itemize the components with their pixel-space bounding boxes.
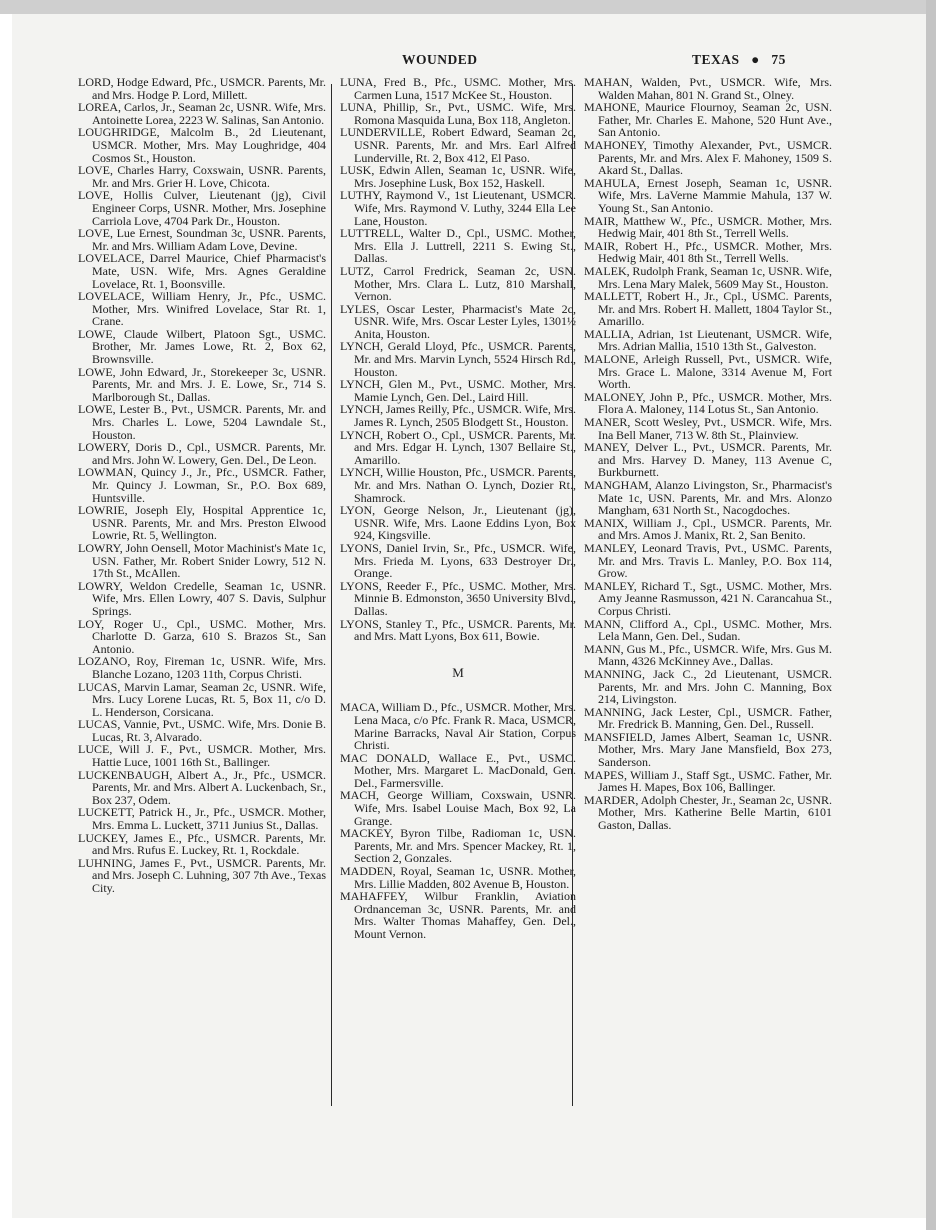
casualty-entry: MANEY, Delver L., Pvt., USMCR. Parents, Mr. and Mrs. Harvey D. Maney, 113 Avenue C, Burkburnett. [584,440,832,480]
casualty-entry: LYONS, Daniel Irvin, Sr., Pfc., USMCR. Wife, Mrs. Frieda M. Lyons, 633 Destroyer Dr., Orange. [340,540,576,581]
casualty-entry: LOVE, Lue Ernest, Soundman 3c, USNR. Parents, Mr. and Mrs. William Adam Love, Devine. [78,226,326,253]
casualty-entry: MAHONEY, Timothy Alexander, Pvt., USMCR. Parents, Mr. and Mrs. Alex F. Mahoney, 1509 S. Akard St., Dallas. [584,137,832,178]
casualty-entry: MANLEY, Leonard Travis, Pvt., USMC. Parents, Mr. and Mrs. Travis L. Manley, P.O. Box 114, Grow. [584,540,832,581]
casualty-entry: LUHNING, James F., Pvt., USMCR. Parents, Mr. and Mrs. Joseph C. Luhning, 307 7th Ave., Texas City. [78,855,326,895]
scan-border-top [0,0,936,14]
casualty-entry: LUSK, Edwin Allen, Seaman 1c, USNR. Wife, Mrs. Josephine Lusk, Box 152, Haskell. [340,163,576,190]
casualty-entry: LUCKETT, Patrick H., Jr., Pfc., USMCR. Mother, Mrs. Emma L. Luckett, 3711 Junius St., Dallas. [78,805,326,833]
casualty-entry: LUCE, Will J. F., Pvt., USMCR. Mother, Mrs. Hattie Luce, 1001 16th St., Ballinger. [78,742,326,770]
casualty-entry: LUNA, Fred B., Pfc., USMC. Mother, Mrs. Carmen Luna, 1517 McKee St., Houston. [340,75,576,102]
casualty-entry: LYONS, Reeder F., Pfc., USMC. Mother, Mrs. Minnie B. Edmonston, 3650 University Blvd., Dallas. [340,578,576,618]
casualty-entry: MAIR, Robert H., Pfc., USMCR. Mother, Mrs. Hedwig Mair, 401 8th St., Terrell Wells. [584,238,832,266]
casualty-entry: LOWRY, Weldon Credelle, Seaman 1c, USNR. Wife, Mrs. Ellen Lowry, 407 S. Davis, Sulphur Springs. [78,578,326,618]
casualty-entry: LUTZ, Carrol Fredrick, Seaman 2c, USN. Mother, Mrs. Clara L. Lutz, 810 Marshall, Vernon. [340,263,576,304]
casualty-entry: MANNING, Jack Lester, Cpl., USMCR. Father, Mr. Fredrick B. Manning, Gen. Del., Russell. [584,704,832,732]
section-letter: M [452,664,464,680]
casualty-entry: LOUGHRIDGE, Malcolm B., 2d Lieutenant, USMCR. Mother, Mrs. May Loughridge, 404 Cosmos St., Houston. [78,125,326,165]
casualty-entry: MACKEY, Byron Tilbe, Radioman 1c, USN. Parents, Mr. and Mrs. Spencer Mackey, Rt. 1, Section 2, Gonzales. [340,826,576,866]
bullet-glyph: ● [751,52,760,67]
casualty-entry: LOWERY, Doris D., Cpl., USMCR. Parents, Mr. and Mrs. John W. Lowery, Gen. Del., De Leon. [78,440,326,467]
casualty-entry: LOWRIE, Joseph Ely, Hospital Apprentice 1c, USNR. Parents, Mr. and Mrs. Preston Elwood Lowrie, Rt. 5, Wellington. [78,503,326,543]
casualty-entry: LYNCH, Robert O., Cpl., USMCR. Parents, Mr. and Mrs. Edgar H. Lynch, 1307 Bellaire St., Amarillo. [340,427,576,467]
casualty-entry: LYNCH, James Reilly, Pfc., USMCR. Wife, Mrs. James R. Lynch, 2505 Blodgett St., Houston. [340,402,576,430]
scan-border-right [926,0,936,1230]
casualty-entry: MAC DONALD, Wallace E., Pvt., USMC. Mother, Mrs. Margaret L. MacDonald, Gen. Del., Farmersville. [340,750,576,790]
column-right [584,76,832,832]
casualty-entry: MALONEY, John P., Pfc., USMCR. Mother, Mrs. Flora A. Maloney, 114 Lotus St., San Antonio. [584,389,832,417]
casualty-entry: LUNDERVILLE, Robert Edward, Seaman 2c, USNR. Parents, Mr. and Mrs. Earl Alfred Lunderville, Rt. 2, Box 412, El Paso. [340,125,576,165]
casualty-entry: MANN, Gus M., Pfc., USMCR. Wife, Mrs. Gus M. Mann, 4326 McKinney Ave., Dallas. [584,641,832,669]
casualty-entry: MALONE, Arleigh Russell, Pvt., USMCR. Wife, Mrs. Grace L. Malone, 3314 Avenue M, Fort Worth. [584,352,832,392]
state-name: TEXAS [692,52,740,67]
casualty-entry: LUNA, Phillip, Sr., Pvt., USMC. Wife, Mrs. Romona Masquida Luna, Box 118, Angleton. [340,100,576,127]
casualty-entry: LUTTRELL, Walter D., Cpl., USMC. Mother, Mrs. Ella J. Luttrell, 2211 S. Ewing St., Dallas. [340,226,576,266]
page-heading: WOUNDED [402,52,478,67]
casualty-entry: LYNCH, Willie Houston, Pfc., USMCR. Parents, Mr. and Mrs. Nathan O. Lynch, Dozier Rt., Shamrock. [340,465,576,505]
casualty-entry: LOREA, Carlos, Jr., Seaman 2c, USNR. Wife, Mrs. Antoinette Lorea, 2223 W. Salinas, San Antonio. [78,100,326,127]
casualty-entry: LOWE, John Edward, Jr., Storekeeper 3c, USNR. Parents, Mr. and Mrs. J. E. Lowe, Sr., 714 S. Marlborough St., Dallas. [78,364,326,404]
column-left [78,76,326,895]
column-divider [331,84,332,1106]
casualty-entry: MAHULA, Ernest Joseph, Seaman 1c, USNR. Wife, Mrs. LaVerne Mammie Mahula, 137 W. Young St., San Antonio. [584,175,832,215]
casualty-entry: LOWE, Lester B., Pvt., USMCR. Parents, Mr. and Mrs. Charles L. Lowe, 5204 Lawndale St., Houston. [78,402,326,442]
casualty-entry: LYNCH, Glen M., Pvt., USMC. Mother, Mrs. Mamie Lynch, Gen. Del., Laird Hill. [340,377,576,404]
casualty-entry: LYLES, Oscar Lester, Pharmacist's Mate 2c, USNR. Wife, Mrs. Oscar Lester Lyles, 1301½ Anita, Houston. [340,301,576,341]
casualty-entry: MAHONE, Maurice Flournoy, Seaman 2c, USN. Father, Mr. Charles E. Mahone, 520 Hunt Ave., San Antonio. [584,100,832,140]
running-head-right [692,52,786,68]
casualty-entry: LORD, Hodge Edward, Pfc., USMCR. Parents, Mr. and Mrs. Hodge P. Lord, Millett. [78,75,326,102]
casualty-entry: MAPES, William J., Staff Sgt., USMC. Father, Mr. James H. Mapes, Box 106, Ballinger. [584,767,832,795]
casualty-entry: LOWE, Claude Wilbert, Platoon Sgt., USMC. Brother, Mr. James Lowe, Rt. 2, Box 62, Brownsville. [78,326,326,367]
casualty-entry: MANN, Clifford A., Cpl., USMC. Mother, Mrs. Lela Mann, Gen. Del., Sudan. [584,616,832,644]
casualty-entry: MAHAN, Walden, Pvt., USMCR. Wife, Mrs. Walden Mahan, 801 N. Grand St., Olney. [584,75,832,102]
casualty-entry: LOWMAN, Quincy J., Jr., Pfc., USMCR. Father, Mr. Quincy J. Lowman, Sr., P.O. Box 689, Huntsville. [78,465,326,505]
casualty-entry: LUCAS, Marvin Lamar, Seaman 2c, USNR. Wife, Mrs. Lucy Lorene Lucas, Rt. 5, Box 11, c/o D. L. Henderson, Corsicana. [78,679,326,719]
casualty-entry: LOVE, Charles Harry, Coxswain, USNR. Parents, Mr. and Mrs. Grier H. Love, Chicota. [78,163,326,190]
casualty-entry: MALEK, Rudolph Frank, Seaman 1c, USNR. Wife, Mrs. Lena Mary Malek, 5609 May St., Houston. [584,263,832,291]
casualty-entry: LOZANO, Roy, Fireman 1c, USNR. Wife, Mrs. Blanche Lozano, 1203 11th, Corpus Christi. [78,654,326,681]
casualty-entry: MANSFIELD, James Albert, Seaman 1c, USNR. Mother, Mrs. Mary Jane Mansfield, Box 273, Sanderson. [584,729,832,770]
casualty-entry: LUTHY, Raymond V., 1st Lieutenant, USMCR. Wife, Mrs. Raymond V. Luthy, 3244 Ella Lee Lane, Houston. [340,188,576,228]
casualty-entry: LOVELACE, William Henry, Jr., Pfc., USMC. Mother, Mrs. Winifred Lovelace, Star Rt. 1, Crane. [78,289,326,329]
casualty-entry: MAIR, Matthew W., Pfc., USMCR. Mother, Mrs. Hedwig Mair, 401 8th St., Terrell Wells. [584,213,832,241]
casualty-entry: LOVE, Hollis Culver, Lieutenant (jg), Civil Engineer Corps, USNR. Mother, Mrs. Josephine Carriola Love, 4704 Park Dr., Houston. [78,188,326,228]
casualty-entry: MANNING, Jack C., 2d Lieutenant, USMCR. Parents, Mr. and Mrs. John C. Manning, Box 214, Livingston. [584,666,832,707]
casualty-entry: LOY, Roger U., Cpl., USMC. Mother, Mrs. Charlotte D. Garza, 610 S. Brazos St., San Antonio. [78,616,326,656]
casualty-entry: LOVELACE, Darrel Maurice, Chief Pharmacist's Mate, USN. Wife, Mrs. Agnes Geraldine Lovelace, Rt. 1, Boonsville. [78,251,326,291]
column-middle [340,76,576,941]
casualty-entry: LUCKEY, James E., Pfc., USMCR. Parents, Mr. and Mrs. Rufus E. Luckey, Rt. 1, Rockdale. [78,830,326,858]
casualty-entry: LYONS, Stanley T., Pfc., USMCR. Parents, Mr. and Mrs. Matt Lyons, Box 611, Bowie. [340,616,576,644]
casualty-entry: MACH, George William, Coxswain, USNR. Wife, Mrs. Isabel Louise Mach, Box 92, La Grange. [340,788,576,828]
casualty-entry: LYNCH, Gerald Lloyd, Pfc., USMCR. Parents, Mr. and Mrs. Marvin Lynch, 5524 Hirsch Rd., Houston. [340,339,576,379]
casualty-entry: MANER, Scott Wesley, Pvt., USMCR. Wife, Mrs. Ina Bell Maner, 713 W. 8th St., Plainview. [584,415,832,442]
casualty-entry: LUCAS, Vannie, Pvt., USMC. Wife, Mrs. Donie B. Lucas, Rt. 3, Alvarado. [78,717,326,744]
casualty-entry: MACA, William D., Pfc., USMCR. Mother, Mrs. Lena Maca, c/o Pfc. Frank R. Maca, USMCR, Marine Barracks, Naval Air Station, Corpus Christi. [340,700,576,753]
casualty-entry: MADDEN, Royal, Seaman 1c, USNR. Mother, Mrs. Lillie Madden, 802 Avenue B, Houston. [340,864,576,891]
casualty-entry: MARDER, Adolph Chester, Jr., Seaman 2c, USNR. Mother, Mrs. Katherine Belle Martin, 6101 Gaston, Dallas. [584,792,832,833]
casualty-entry: LOWRY, John Oensell, Motor Machinist's Mate 1c, USN. Father, Mr. Robert Snider Lowry, 512 N. 17th St., McAllen. [78,540,326,581]
page-number: 75 [771,52,786,67]
casualty-entry: MANGHAM, Alanzo Livingston, Sr., Pharmacist's Mate 1c, USN. Parents, Mr. and Mrs. Alonzo Mangham, 631 North St., Nacogdoches. [584,478,832,518]
casualty-entry: LUCKENBAUGH, Albert A., Jr., Pfc., USMCR. Parents, Mr. and Mrs. Albert A. Luckenbach, Sr., Box 237, Odem. [78,767,326,807]
casualty-entry: LYON, George Nelson, Jr., Lieutenant (jg), USNR. Wife, Mrs. Laone Eddins Lyon, Box 924, Kingsville. [340,503,576,543]
casualty-entry: MAHAFFEY, Wilbur Franklin, Aviation Ordnanceman 3c, USNR. Parents, Mr. and Mrs. Walter Thomas Mahaffey, Gen. Del., Mount Vernon. [340,889,576,941]
casualty-entry: MALLIA, Adrian, 1st Lieutenant, USMCR. Wife, Mrs. Adrian Mallia, 1510 13th St., Galveston. [584,326,832,354]
casualty-entry: MANIX, William J., Cpl., USMCR. Parents, Mr. and Mrs. Amos J. Manix, Rt. 2, San Benito. [584,515,832,543]
casualty-entry: MALLETT, Robert H., Jr., Cpl., USMC. Parents, Mr. and Mrs. Robert H. Mallett, 1804 Taylor St., Amarillo. [584,289,832,329]
casualty-entry: MANLEY, Richard T., Sgt., USMC. Mother, Mrs. Amy Jeanne Rasmusson, 421 N. Carancahua St., Corpus Christi. [584,578,832,618]
